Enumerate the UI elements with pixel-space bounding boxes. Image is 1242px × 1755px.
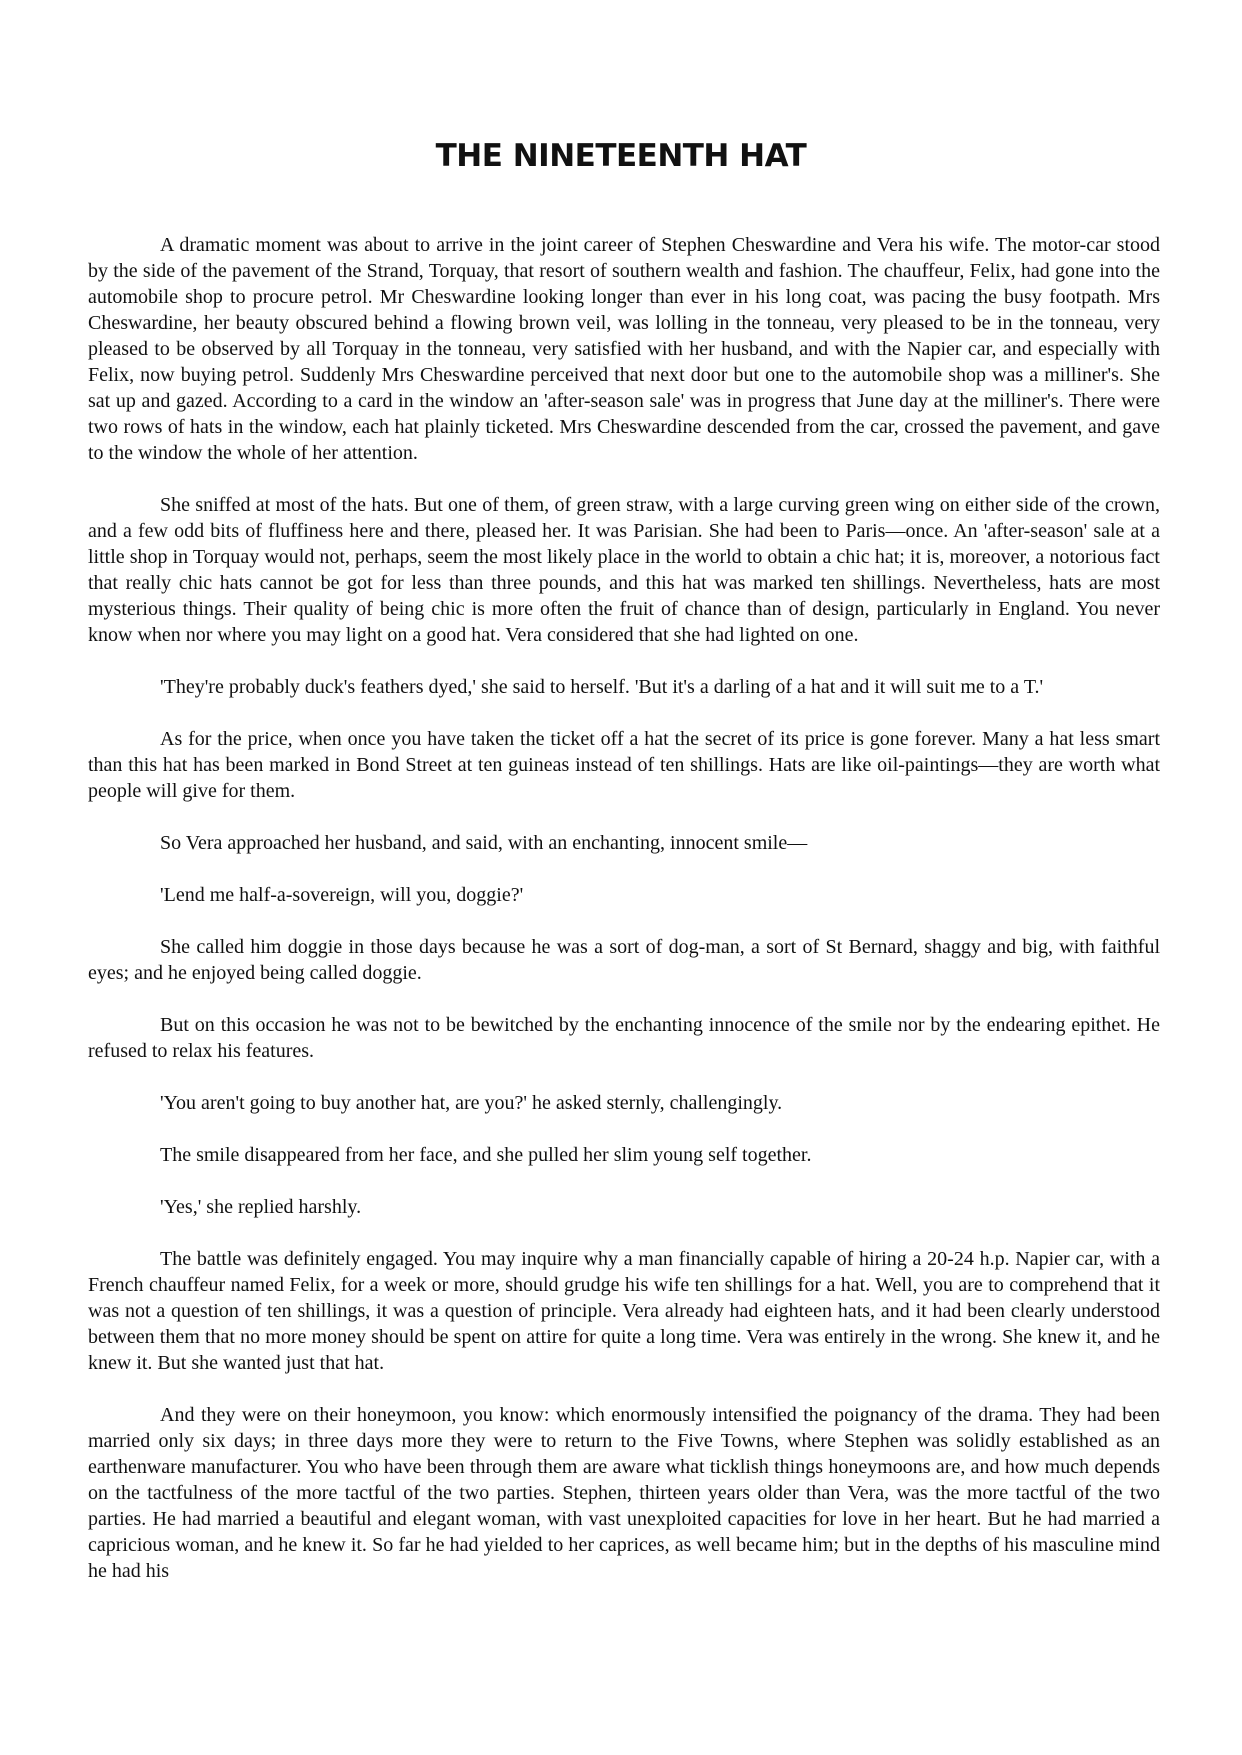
document-body xyxy=(88,232,1160,1610)
paragraph: 'You aren't going to buy another hat, are you?' he asked sternly, challengingly. xyxy=(160,1092,783,1114)
document-title: THE NINETEENTH HAT xyxy=(435,138,807,174)
paragraph: 'Lend me half-a-sovereign, will you, doggie?' xyxy=(160,884,524,906)
paragraph: 'They're probably duck's feathers dyed,' she said to herself. 'But it's a darling of a hat and it will suit me to a T.' xyxy=(160,676,1044,698)
paragraph: So Vera approached her husband, and said, with an enchanting, innocent smile— xyxy=(160,832,808,854)
paragraph: The battle was definitely engaged. You may inquire why a man financially capable of hiring a 20-24 h.p. Napier car, with a French chauffeur named Felix, for a week or more, should grudge his wife ten shillings for a hat. Well, you are to comprehend that it was not a question of ten shillings, it was a question of principle. Vera already had eighteen hats, and it had been clearly understood between them that no more money should be spent on attire for quite a long time. Vera was entirely in the wrong. She knew it, and he knew it. But she wanted just that hat. xyxy=(88,1248,1160,1374)
paragraph: She called him doggie in those days because he was a sort of dog-man, a sort of St Bernard, shaggy and big, with faithful eyes; and he enjoyed being called doggie. xyxy=(88,936,1160,984)
paragraph: She sniffed at most of the hats. But one of them, of green straw, with a large curving green wing on either side of the crown, and a few odd bits of fluffiness here and there, pleased her. It was Parisian. She had been to Paris—once. An 'after-season' sale at a little shop in Torquay would not, perhaps, seem the most likely place in the world to obtain a chic hat; it is, moreover, a notorious fact that really chic hats cannot be got for less than three pounds, and this hat was marked ten shillings. Nevertheless, hats are most mysterious things. Their quality of being chic is more often the fruit of chance than of design, particularly in England. You never know when nor where you may light on a good hat. Vera considered that she had lighted on one. xyxy=(88,494,1160,646)
paragraph: But on this occasion he was not to be bewitched by the enchanting innocence of the smile nor by the endearing epithet. He refused to relax his features. xyxy=(88,1014,1160,1062)
paragraph: And they were on their honeymoon, you know: which enormously intensified the poignancy of the drama. They had been married only six days; in three days more they were to return to the Five Towns, where Stephen was solidly established as an earthenware manufacturer. You who have been through them are aware what ticklish things honeymoons are, and how much depends on the tactfulness of the more tactful of the two parties. Stephen, thirteen years older than Vera, was the more tactful of the two parties. He had married a beautiful and elegant woman, with vast unexploited capacities for love in her heart. But he had married a capricious woman, and he knew it. So far he had yielded to her caprices, as well became him; but in the depths of his masculine mind he had his xyxy=(88,1404,1160,1582)
paragraph: 'Yes,' she replied harshly. xyxy=(160,1196,362,1218)
paragraph: A dramatic moment was about to arrive in the joint career of Stephen Cheswardine and Vera his wife. The motor-car stood by the side of the pavement of the Strand, Torquay, that resort of southern wealth and fashion. The chauffeur, Felix, had gone into the automobile shop to procure petrol. Mr Cheswardine looking longer than ever in his long coat, was pacing the busy footpath. Mrs Cheswardine, her beauty obscured behind a flowing brown veil, was lolling in the tonneau, very pleased to be in the tonneau, very pleased to be observed by all Torquay in the tonneau, very satisfied with her husband, and with the Napier car, and especially with Felix, now buying petrol. Suddenly Mrs Cheswardine perceived that next door but one to the automobile shop was a milliner's. She sat up and gazed. According to a card in the window an 'after-season sale' was in progress that June day at the milliner's. There were two rows of hats in the window, each hat plainly ticketed. Mrs Cheswardine descended from the car, crossed the pavement, and gave to the window the whole of her attention. xyxy=(88,234,1160,464)
paragraph: As for the price, when once you have taken the ticket off a hat the secret of its price is gone forever. Many a hat less smart than this hat has been marked in Bond Street at ten guineas instead of ten shillings. Hats are like oil-paintings—they are worth what people will give for them. xyxy=(88,728,1160,802)
paragraph: The smile disappeared from her face, and she pulled her slim young self together. xyxy=(160,1144,812,1166)
